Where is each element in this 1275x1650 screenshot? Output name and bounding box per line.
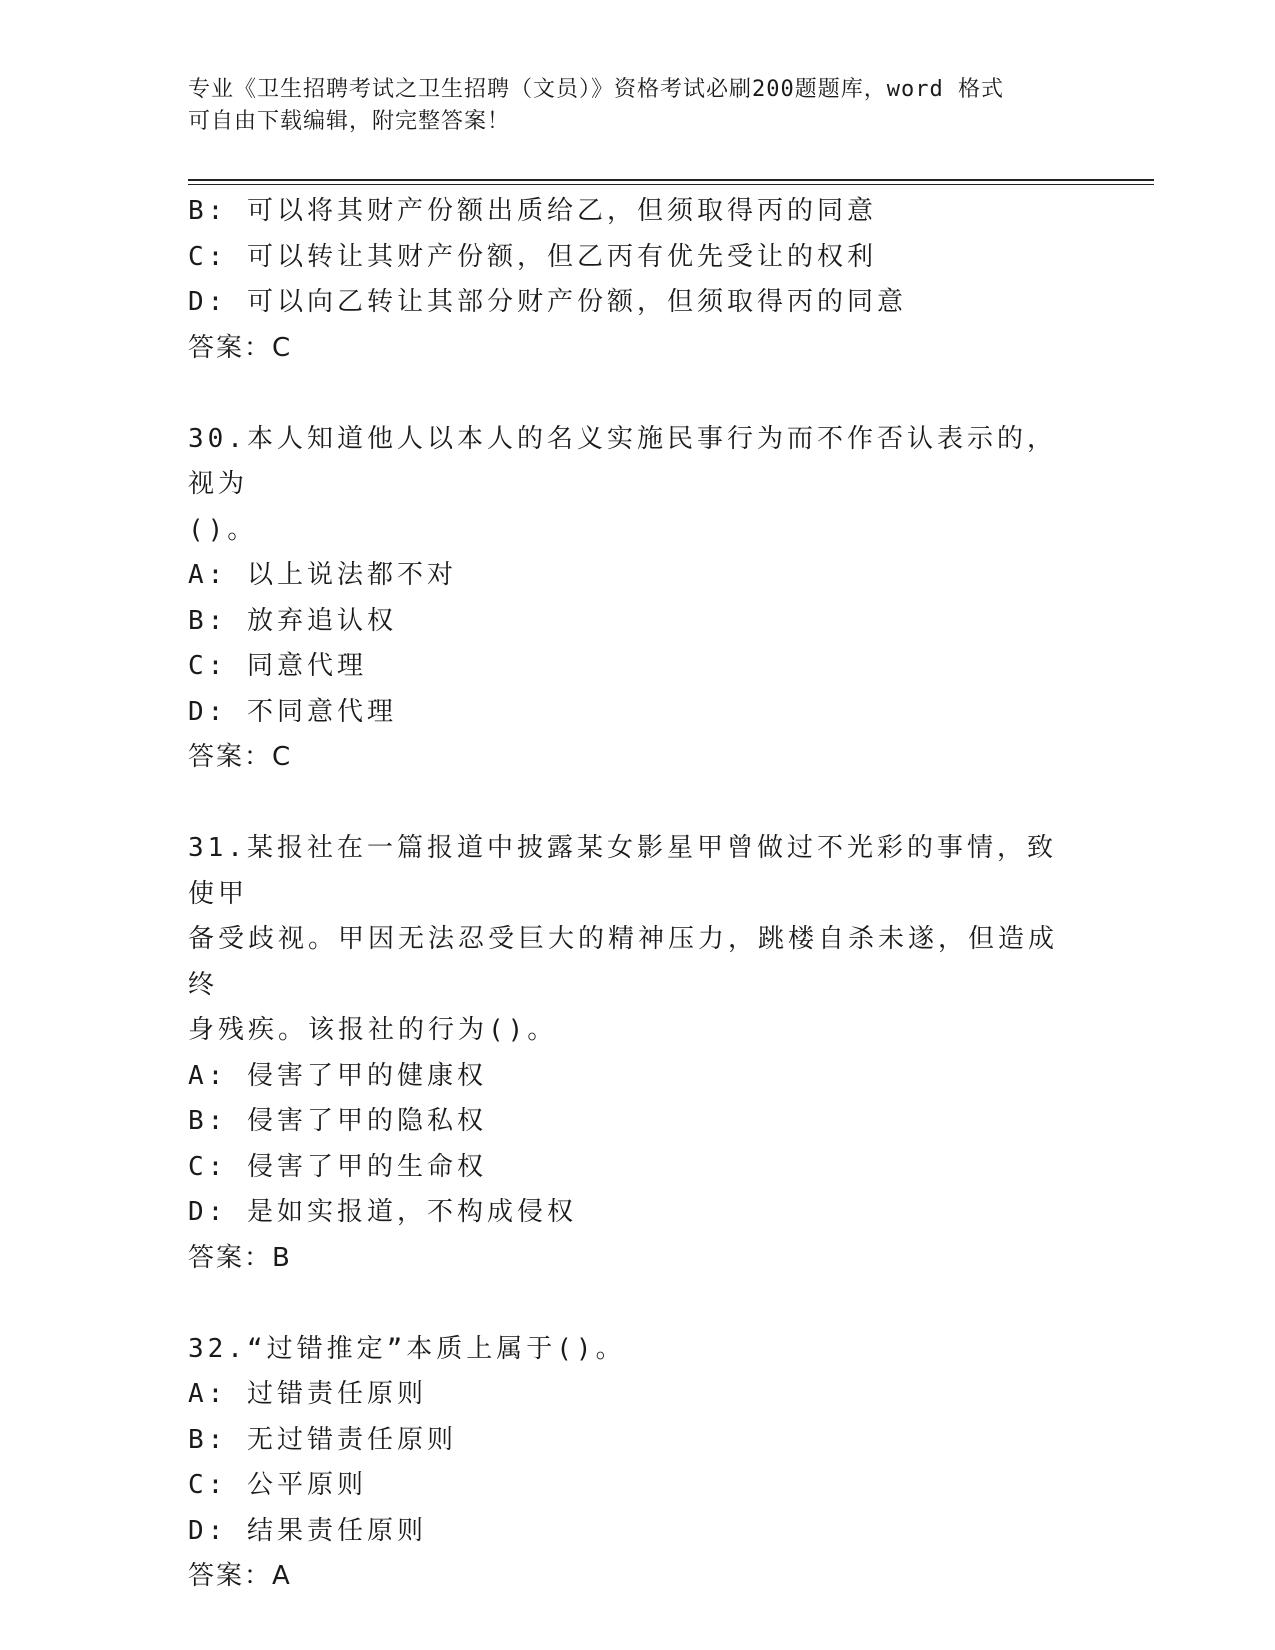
question-block-30 — [188, 417, 1088, 781]
header-divider-thick — [188, 179, 1154, 181]
option-d: D: 不同意代理 — [188, 696, 397, 727]
question-content — [188, 189, 1088, 1600]
spacer — [188, 1281, 1088, 1327]
spacer — [188, 371, 1088, 417]
header-line-2: 可自由下载编辑，附完整答案！ — [188, 109, 511, 134]
question-text-line: 30.本人知道他人以本人的名义实施民事行为而不作否认表示的，视为 — [188, 423, 1057, 499]
question-block-31 — [188, 826, 1088, 1281]
answer-line: 答案：B — [188, 1242, 292, 1273]
question-text-line: 身残疾。该报社的行为()。 — [188, 1015, 558, 1045]
option-c: C: 公平原则 — [188, 1470, 367, 1500]
option-d: D: 是如实报道，不构成侵权 — [188, 1197, 577, 1227]
option-c: C: 侵害了甲的生命权 — [188, 1151, 487, 1182]
option-a: A: 以上说法都不对 — [188, 560, 457, 590]
question-block-32 — [188, 1327, 1088, 1600]
option-d: D: 结果责任原则 — [188, 1515, 427, 1546]
question-text-line: ()。 — [188, 514, 258, 545]
option-b: B: 无过错责任原则 — [188, 1424, 457, 1455]
answer-line: 答案：C — [188, 332, 293, 363]
answer-line: 答案：C — [188, 742, 293, 772]
document-header — [188, 74, 1088, 138]
prev-question-block — [188, 189, 1088, 371]
option-b: B: 可以将其财产份额出质给乙，但须取得丙的同意 — [188, 196, 877, 226]
option-c: C: 可以转让其财产份额，但乙丙有优先受让的权利 — [188, 241, 877, 272]
question-text-line: 31.某报社在一篇报道中披露某女影星甲曾做过不光彩的事情，致使甲 — [188, 833, 1057, 909]
answer-line: 答案：A — [188, 1561, 292, 1591]
option-c: C: 同意代理 — [188, 651, 367, 681]
option-d: D: 可以向乙转让其部分财产份额，但须取得丙的同意 — [188, 287, 907, 317]
question-text-line: 备受歧视。甲因无法忍受巨大的精神压力，跳楼自杀未遂，但造成终 — [188, 924, 1059, 1000]
spacer — [188, 781, 1088, 827]
option-b: B: 放弃追认权 — [188, 605, 397, 636]
header-divider-thin — [188, 184, 1154, 185]
option-a: A: 侵害了甲的健康权 — [188, 1060, 487, 1091]
option-b: B: 侵害了甲的隐私权 — [188, 1106, 487, 1136]
option-a: A: 过错责任原则 — [188, 1379, 427, 1409]
header-line-1: 专业《卫生招聘考试之卫生招聘（文员）》资格考试必刷200题题库，word 格式 — [188, 77, 1004, 102]
question-text-line: 32.“过错推定”本质上属于()。 — [188, 1333, 626, 1364]
